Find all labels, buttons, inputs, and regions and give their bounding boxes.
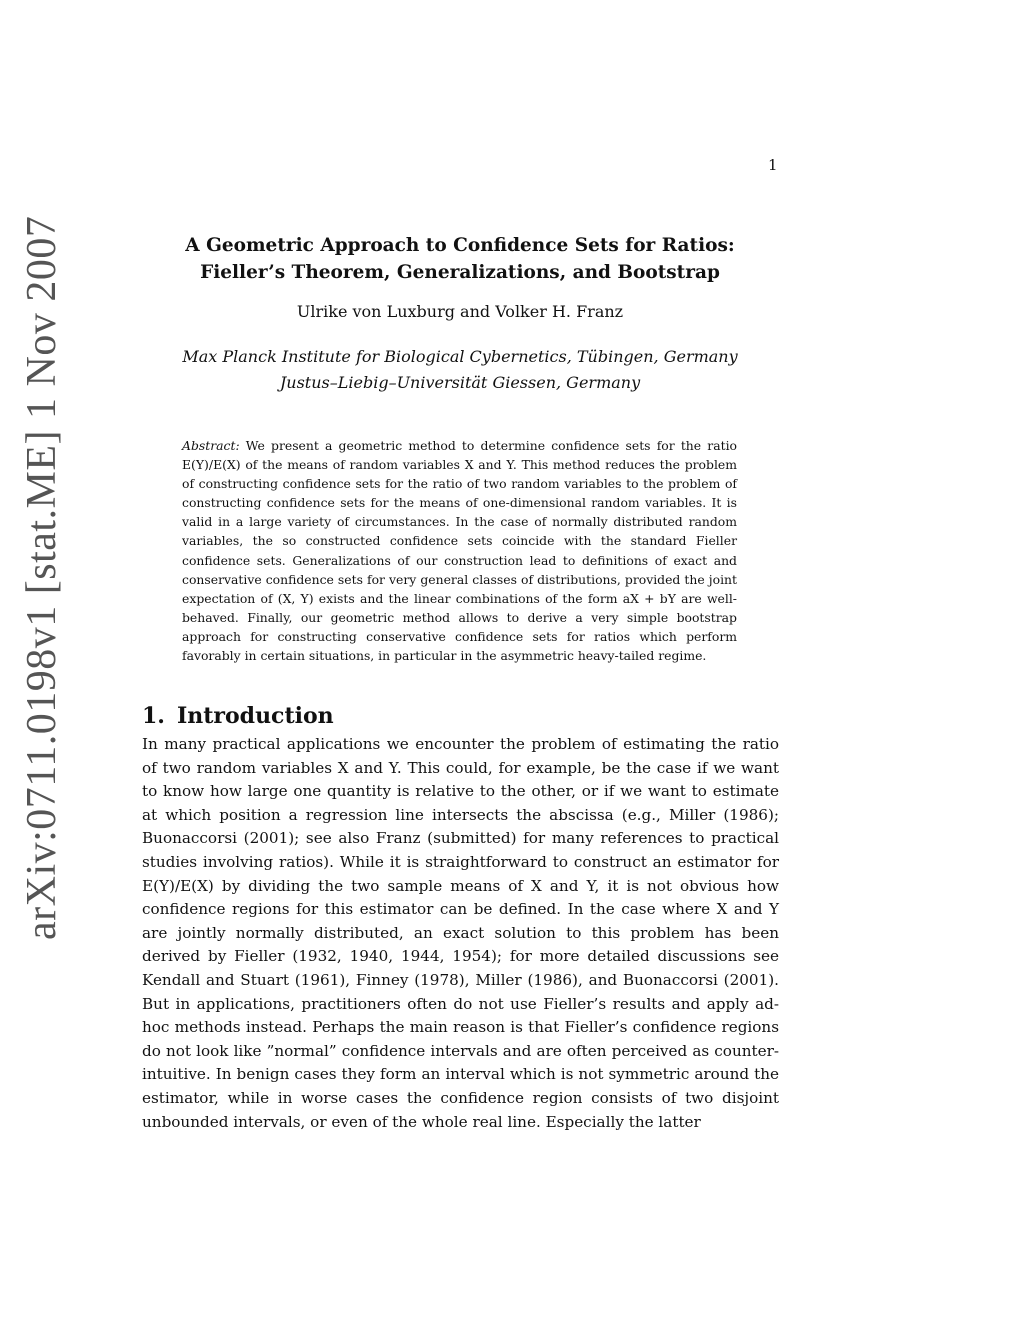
affiliation-2: Justus–Liebig–Universität Giessen, Germany <box>279 373 641 392</box>
abstract-text: We present a geometric method to determine confidence sets for the ratio E(Y)/E(X) of the means of random variables X and Y. This method reduces the problem of constructing confidence sets for the ratio of two random variables to the problem of constructing confidence sets for the means of one-dimensional random variables. It is valid in a large variety of circumstances. In the case of normally distributed random variables, the so constructed confidence sets coincide with the standard Fieller confidence sets. Generalizations of our construction lead to definitions of exact and conservative confidence sets for very general classes of distributions, provided the joint expectation of (X, Y) exists and the linear combinations of the form aX + bY are well-behaved. Finally, our geometric method allows to derive a very simple bootstrap approach for constructing conservative confidence sets for ratios which perform favorably in certain situations, in particular in the asymmetric heavy-tailed regime. <box>182 438 737 664</box>
authors: Ulrike von Luxburg and Volker H. Franz <box>296 302 624 321</box>
affiliation-1: Max Planck Institute for Biological Cybernetics, Tübingen, Germany <box>182 347 738 366</box>
paper-title <box>130 232 790 286</box>
affiliations <box>130 344 790 396</box>
section-number: 1. <box>142 703 165 729</box>
section-title: Introduction <box>176 703 334 729</box>
title-line-2: Fieller’s Theorem, Generalizations, and Bootstrap <box>200 262 720 283</box>
section-heading-introduction <box>142 703 334 729</box>
introduction-paragraph: In many practical applications we encounter the problem of estimating the ratio of two random variables X and Y. This could, for example, be the case if we want to know how large one quantity is relative to the other, or if we want to estimate at which position a regression line intersects the abscissa (e.g., Miller (1986); Buonaccorsi (2001); see also Franz (submitted) for many references to practical studies involving ratios). While it is straightforward to construct an estimator for E(Y)/E(X) by dividing the two sample means of X and Y, it is not obvious how confidence regions for this estimator can be defined. In the case where X and Y are jointly normally distributed, an exact solution to this problem has been derived by Fieller (1932, 1940, 1944, 1954); for more detailed discussions see Kendall and Stuart (1961), Finney (1978), Miller (1986), and Buonaccorsi (2001). But in applications, practitioners often do not use Fieller’s results and apply ad-hoc methods instead. Perhaps the main reason is that Fieller’s confidence regions do not look like ”normal” confidence intervals and are often perceived as counter-intuitive. In benign cases they form an interval which is not symmetric around the estimator, while in worse cases the confidence region consists of two disjoint unbounded intervals, or even of the whole real line. Especially the latter <box>142 735 779 1131</box>
abstract <box>182 436 737 665</box>
abstract-label: Abstract: <box>182 438 240 453</box>
title-line-1: A Geometric Approach to Confidence Sets for Ratios: <box>185 235 735 256</box>
arxiv-identifier-stamp: arXiv:0711.0198v1 [stat.ME] 1 Nov 2007 <box>19 215 65 940</box>
page-number: 1 <box>768 156 778 174</box>
